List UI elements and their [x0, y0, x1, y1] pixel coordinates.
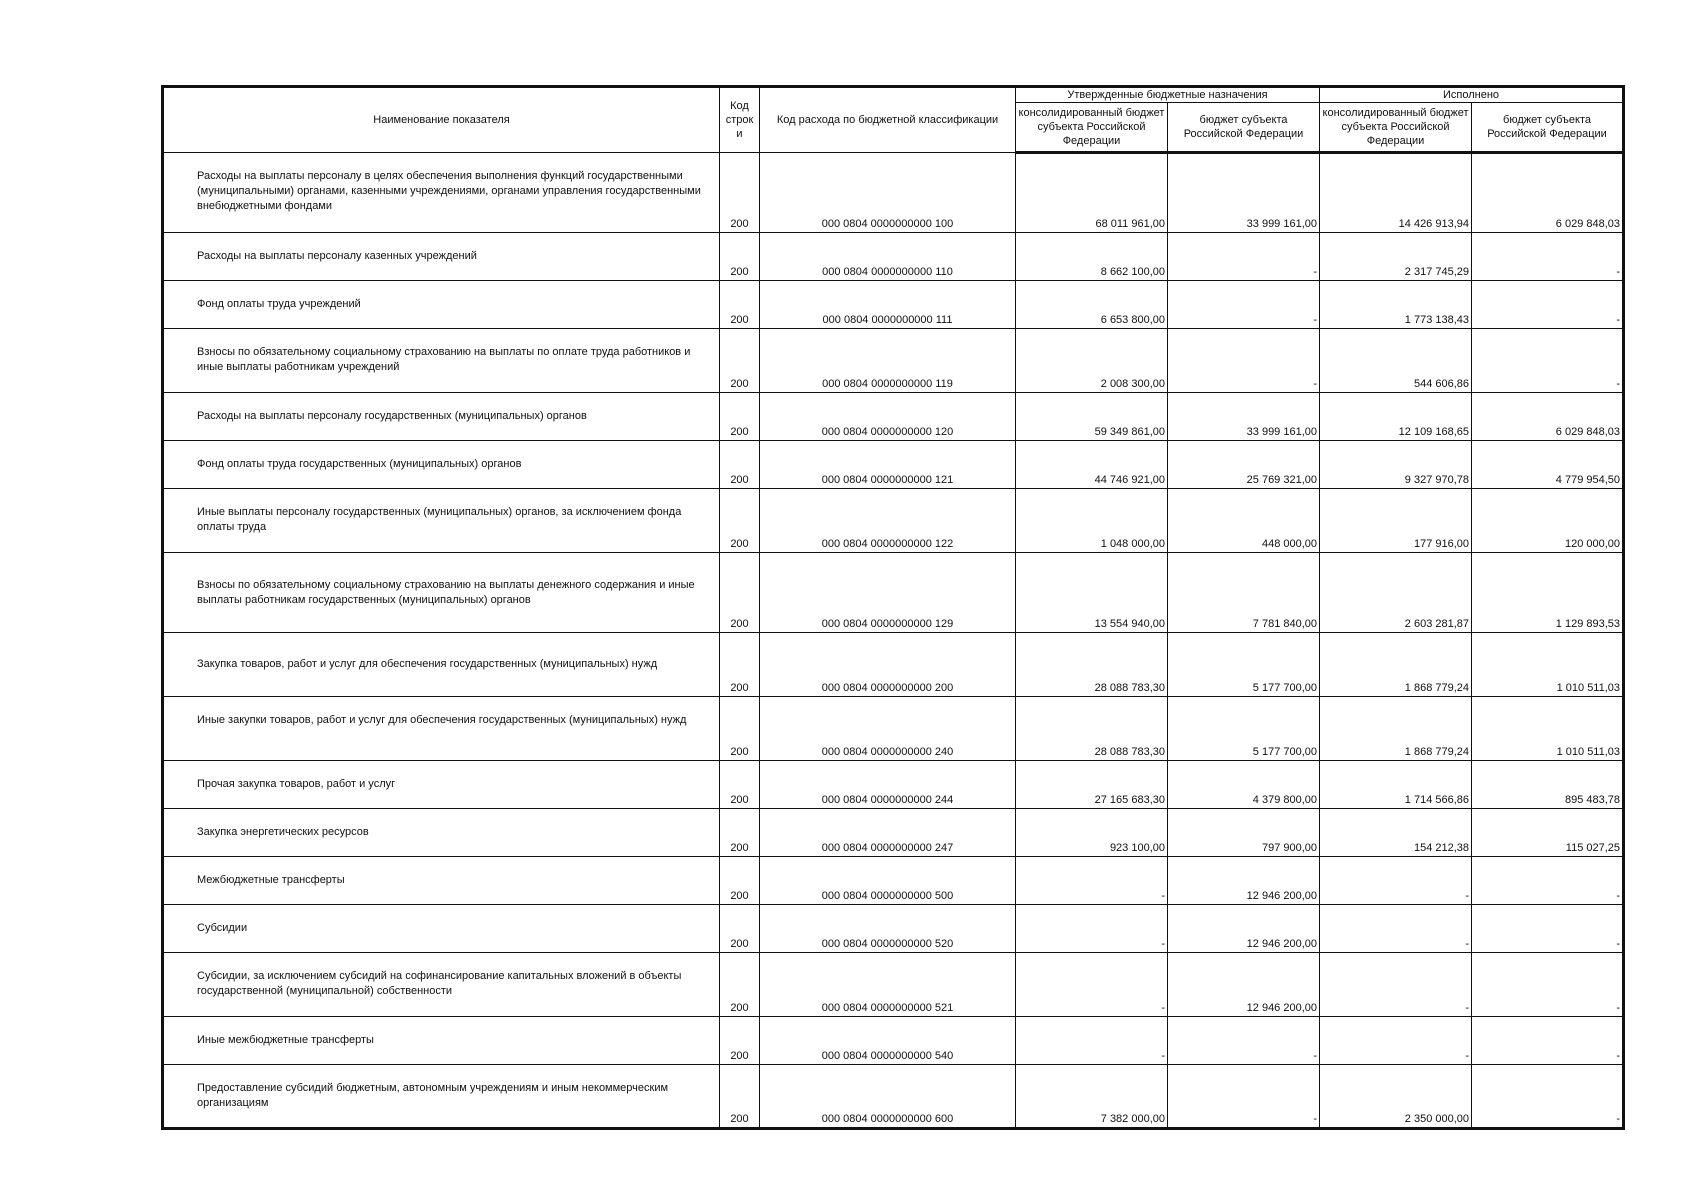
approved-consolidated-value: 6 653 800,00: [1016, 281, 1168, 329]
line-code: 200: [720, 953, 760, 1017]
executed-subject-value: 120 000,00: [1472, 489, 1624, 553]
executed-subject-value: 1 129 893,53: [1472, 553, 1624, 633]
indicator-name: Расходы на выплаты персоналу казенных учреждений: [163, 233, 720, 281]
budget-classification-code: 000 0804 0000000000 122: [760, 489, 1016, 553]
table-row: [163, 809, 1624, 857]
approved-subject-value: 33 999 161,00: [1168, 153, 1320, 233]
executed-consolidated-value: 177 916,00: [1320, 489, 1472, 553]
indicator-name: Фонд оплаты труда учреждений: [163, 281, 720, 329]
budget-classification-code: 000 0804 0000000000 119: [760, 329, 1016, 393]
table-row: [163, 441, 1624, 489]
indicator-name: Фонд оплаты труда государственных (муниципальных) органов: [163, 441, 720, 489]
executed-consolidated-value: -: [1320, 905, 1472, 953]
indicator-name: Взносы по обязательному социальному страхованию на выплаты по оплате труда работников и иные выплаты работникам учреждений: [163, 329, 720, 393]
executed-subject-value: -: [1472, 953, 1624, 1017]
table-row: [163, 233, 1624, 281]
approved-consolidated-value: 2 008 300,00: [1016, 329, 1168, 393]
header-line-code: Код строк и: [720, 87, 760, 153]
approved-consolidated-value: -: [1016, 1017, 1168, 1065]
line-code: 200: [720, 905, 760, 953]
header-executed-subject: бюджет субъекта Российской Федерации: [1472, 103, 1624, 153]
line-code: 200: [720, 809, 760, 857]
table-row: [163, 761, 1624, 809]
line-code: 200: [720, 233, 760, 281]
executed-subject-value: -: [1472, 1017, 1624, 1065]
executed-subject-value: 115 027,25: [1472, 809, 1624, 857]
executed-consolidated-value: -: [1320, 1017, 1472, 1065]
budget-classification-code: 000 0804 0000000000 129: [760, 553, 1016, 633]
executed-subject-value: -: [1472, 1065, 1624, 1129]
header-group-executed: Исполнено: [1320, 87, 1624, 103]
approved-subject-value: 12 946 200,00: [1168, 905, 1320, 953]
executed-consolidated-value: 2 350 000,00: [1320, 1065, 1472, 1129]
line-code: 200: [720, 761, 760, 809]
table-row: [163, 393, 1624, 441]
executed-subject-value: -: [1472, 905, 1624, 953]
approved-consolidated-value: 27 165 683,30: [1016, 761, 1168, 809]
indicator-name: Иные межбюджетные трансферты: [163, 1017, 720, 1065]
executed-consolidated-value: 1 868 779,24: [1320, 633, 1472, 697]
executed-consolidated-value: 544 606,86: [1320, 329, 1472, 393]
executed-subject-value: 1 010 511,03: [1472, 633, 1624, 697]
budget-classification-code: 000 0804 0000000000 111: [760, 281, 1016, 329]
table-row: [163, 633, 1624, 697]
approved-subject-value: 33 999 161,00: [1168, 393, 1320, 441]
table-row: [163, 153, 1624, 233]
executed-subject-value: 4 779 954,50: [1472, 441, 1624, 489]
approved-subject-value: 797 900,00: [1168, 809, 1320, 857]
budget-classification-code: 000 0804 0000000000 500: [760, 857, 1016, 905]
header-approved-consolidated: консолидированный бюджет субъекта Российской Федерации: [1016, 103, 1168, 153]
approved-consolidated-value: 7 382 000,00: [1016, 1065, 1168, 1129]
executed-consolidated-value: 12 109 168,65: [1320, 393, 1472, 441]
approved-subject-value: -: [1168, 329, 1320, 393]
line-code: 200: [720, 489, 760, 553]
executed-subject-value: 6 029 848,03: [1472, 153, 1624, 233]
approved-consolidated-value: 28 088 783,30: [1016, 633, 1168, 697]
approved-consolidated-value: -: [1016, 905, 1168, 953]
line-code: 200: [720, 393, 760, 441]
budget-classification-code: 000 0804 0000000000 247: [760, 809, 1016, 857]
indicator-name: Закупка энергетических ресурсов: [163, 809, 720, 857]
approved-consolidated-value: 68 011 961,00: [1016, 153, 1168, 233]
line-code: 200: [720, 633, 760, 697]
budget-classification-code: 000 0804 0000000000 244: [760, 761, 1016, 809]
executed-subject-value: -: [1472, 281, 1624, 329]
indicator-name: Иные выплаты персоналу государственных (муниципальных) органов, за исключением фонда оплаты труда: [163, 489, 720, 553]
header-name: Наименование показателя: [163, 87, 720, 153]
table-row: [163, 281, 1624, 329]
approved-consolidated-value: 28 088 783,30: [1016, 697, 1168, 761]
approved-consolidated-value: -: [1016, 953, 1168, 1017]
budget-classification-code: 000 0804 0000000000 110: [760, 233, 1016, 281]
budget-classification-code: 000 0804 0000000000 540: [760, 1017, 1016, 1065]
line-code: 200: [720, 329, 760, 393]
executed-subject-value: -: [1472, 233, 1624, 281]
table-row: [163, 1017, 1624, 1065]
header-kbk: Код расхода по бюджетной классификации: [760, 87, 1016, 153]
line-code: 200: [720, 857, 760, 905]
approved-subject-value: -: [1168, 281, 1320, 329]
table-row: [163, 857, 1624, 905]
budget-classification-code: 000 0804 0000000000 521: [760, 953, 1016, 1017]
line-code: 200: [720, 553, 760, 633]
executed-consolidated-value: 14 426 913,94: [1320, 153, 1472, 233]
budget-execution-table: [161, 85, 1625, 1130]
approved-consolidated-value: 59 349 861,00: [1016, 393, 1168, 441]
approved-subject-value: -: [1168, 1065, 1320, 1129]
table-row: [163, 697, 1624, 761]
executed-consolidated-value: 1 714 566,86: [1320, 761, 1472, 809]
approved-subject-value: 4 379 800,00: [1168, 761, 1320, 809]
approved-consolidated-value: 8 662 100,00: [1016, 233, 1168, 281]
approved-subject-value: -: [1168, 1017, 1320, 1065]
line-code: 200: [720, 153, 760, 233]
table-row: [163, 553, 1624, 633]
approved-consolidated-value: -: [1016, 857, 1168, 905]
approved-consolidated-value: 1 048 000,00: [1016, 489, 1168, 553]
approved-subject-value: 5 177 700,00: [1168, 633, 1320, 697]
indicator-name: Закупка товаров, работ и услуг для обеспечения государственных (муниципальных) нужд: [163, 633, 720, 697]
executed-subject-value: -: [1472, 857, 1624, 905]
approved-consolidated-value: 44 746 921,00: [1016, 441, 1168, 489]
indicator-name: Прочая закупка товаров, работ и услуг: [163, 761, 720, 809]
approved-consolidated-value: 13 554 940,00: [1016, 553, 1168, 633]
header-group-approved: Утвержденные бюджетные назначения: [1016, 87, 1320, 103]
executed-consolidated-value: 2 603 281,87: [1320, 553, 1472, 633]
line-code: 200: [720, 1017, 760, 1065]
executed-consolidated-value: 9 327 970,78: [1320, 441, 1472, 489]
table-row: [163, 1065, 1624, 1129]
table-row: [163, 953, 1624, 1017]
line-code: 200: [720, 441, 760, 489]
executed-consolidated-value: 2 317 745,29: [1320, 233, 1472, 281]
approved-subject-value: 5 177 700,00: [1168, 697, 1320, 761]
executed-subject-value: 1 010 511,03: [1472, 697, 1624, 761]
approved-subject-value: 12 946 200,00: [1168, 953, 1320, 1017]
table-row: [163, 905, 1624, 953]
executed-consolidated-value: 154 212,38: [1320, 809, 1472, 857]
executed-subject-value: -: [1472, 329, 1624, 393]
approved-subject-value: 7 781 840,00: [1168, 553, 1320, 633]
indicator-name: Межбюджетные трансферты: [163, 857, 720, 905]
budget-classification-code: 000 0804 0000000000 600: [760, 1065, 1016, 1129]
approved-subject-value: -: [1168, 233, 1320, 281]
table-row: [163, 489, 1624, 553]
budget-classification-code: 000 0804 0000000000 121: [760, 441, 1016, 489]
executed-consolidated-value: 1 773 138,43: [1320, 281, 1472, 329]
executed-subject-value: 895 483,78: [1472, 761, 1624, 809]
indicator-name: Предоставление субсидий бюджетным, автономным учреждениям и иным некоммерческим организациям: [163, 1065, 720, 1129]
approved-subject-value: 448 000,00: [1168, 489, 1320, 553]
approved-subject-value: 12 946 200,00: [1168, 857, 1320, 905]
executed-consolidated-value: -: [1320, 953, 1472, 1017]
budget-classification-code: 000 0804 0000000000 120: [760, 393, 1016, 441]
line-code: 200: [720, 697, 760, 761]
table-row: [163, 329, 1624, 393]
header-executed-consolidated: консолидированный бюджет субъекта Российской Федерации: [1320, 103, 1472, 153]
line-code: 200: [720, 1065, 760, 1129]
indicator-name: Расходы на выплаты персоналу государственных (муниципальных) органов: [163, 393, 720, 441]
header-approved-subject: бюджет субъекта Российской Федерации: [1168, 103, 1320, 153]
line-code: 200: [720, 281, 760, 329]
executed-subject-value: 6 029 848,03: [1472, 393, 1624, 441]
indicator-name: Взносы по обязательному социальному страхованию на выплаты денежного содержания и иные выплаты работникам государственных (муниципальных) органов: [163, 553, 720, 633]
table-body: [163, 153, 1624, 1129]
budget-classification-code: 000 0804 0000000000 520: [760, 905, 1016, 953]
indicator-name: Субсидии, за исключением субсидий на софинансирование капитальных вложений в объекты государственной (муниципальной) собственности: [163, 953, 720, 1017]
executed-consolidated-value: -: [1320, 857, 1472, 905]
budget-classification-code: 000 0804 0000000000 200: [760, 633, 1016, 697]
budget-classification-code: 000 0804 0000000000 100: [760, 153, 1016, 233]
indicator-name: Субсидии: [163, 905, 720, 953]
budget-classification-code: 000 0804 0000000000 240: [760, 697, 1016, 761]
approved-subject-value: 25 769 321,00: [1168, 441, 1320, 489]
indicator-name: Иные закупки товаров, работ и услуг для обеспечения государственных (муниципальных) нужд: [163, 697, 720, 761]
indicator-name: Расходы на выплаты персоналу в целях обеспечения выполнения функций государственными (муниципальными) органами, казенными учреждениями, органами управления государственными внебюджетными фондами: [163, 153, 720, 233]
approved-consolidated-value: 923 100,00: [1016, 809, 1168, 857]
executed-consolidated-value: 1 868 779,24: [1320, 697, 1472, 761]
